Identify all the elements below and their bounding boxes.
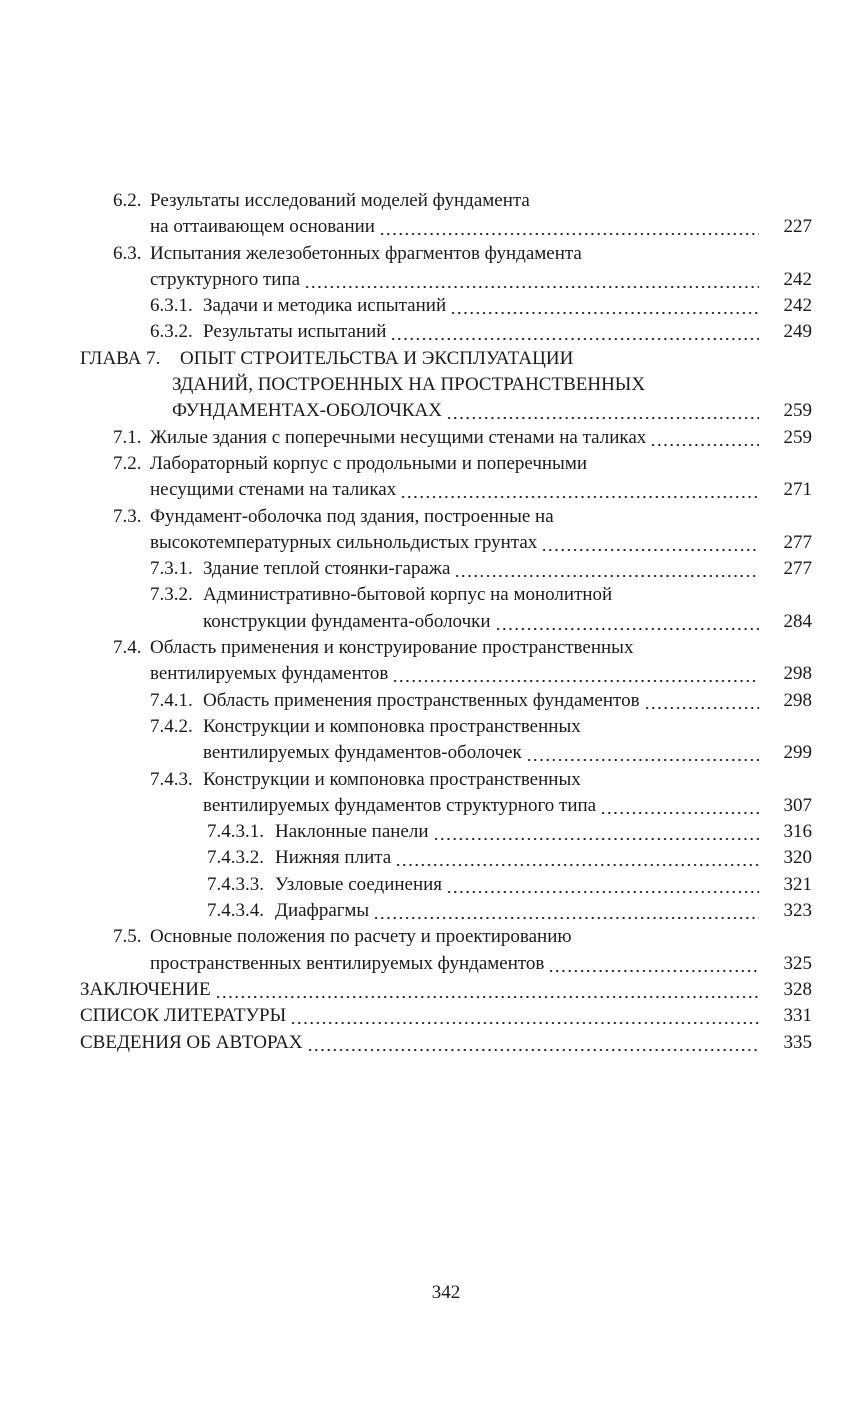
toc-line (0, 241, 865, 267)
entry-title: вентилируемых фундаментов (150, 663, 389, 685)
entry-number: 7.5. (113, 926, 142, 948)
toc-entry[interactable] (0, 872, 865, 898)
toc-line (0, 188, 865, 214)
toc-line (0, 293, 865, 319)
entry-title: высокотемпературных сильнольдистых грунтах (150, 531, 538, 553)
entry-title: несущими стенами на таликах (150, 479, 397, 501)
toc-line (0, 819, 865, 845)
entry-number: 6.3.1. (150, 295, 193, 317)
dot-leader (400, 477, 759, 503)
toc-line (0, 530, 865, 556)
entry-title: Конструкции и компоновка пространственных (203, 768, 581, 790)
entry-title: Область применения пространственных фундаментов (203, 689, 640, 711)
entry-title: Область применения и конструирование пространственных (150, 637, 634, 659)
toc-line (0, 1030, 865, 1056)
toc-line (0, 1003, 865, 1029)
toc-entry[interactable] (0, 582, 865, 635)
dot-leader (304, 267, 759, 293)
toc-line (0, 425, 865, 451)
entry-title: на оттаивающем основании (150, 216, 375, 238)
toc-entry[interactable] (0, 714, 865, 767)
toc-line (0, 688, 865, 714)
toc-line (0, 951, 865, 977)
entry-number: 6.3.2. (150, 321, 193, 343)
toc-line (0, 609, 865, 635)
toc-line (0, 346, 865, 372)
toc-entry[interactable] (0, 556, 865, 582)
entry-number: 7.1. (113, 426, 142, 448)
page-number: 342 (431, 1282, 461, 1303)
toc-entry[interactable] (0, 898, 865, 924)
entry-title: ЗДАНИЙ, ПОСТРОЕННЫХ НА ПРОСТРАНСТВЕННЫХ (172, 374, 646, 396)
entry-title: Административно-бытовой корпус на монолитной (203, 584, 613, 606)
entry-title: Нижняя плита (275, 847, 392, 869)
entry-number: 7.4.3. (150, 768, 193, 790)
dot-leader (541, 530, 759, 556)
dot-leader (446, 398, 759, 424)
toc-line (0, 267, 865, 293)
entry-page: 321 (783, 873, 812, 895)
entry-page: 320 (783, 847, 812, 869)
toc-line (0, 635, 865, 661)
entry-title: Конструкции и компоновка пространственных (203, 715, 581, 737)
dot-leader (395, 845, 759, 871)
entry-title: пространственных вентилируемых фундаментов (150, 952, 545, 974)
dot-leader (446, 872, 759, 898)
entry-title: Узловые соединения (275, 873, 443, 895)
toc-entry[interactable] (0, 241, 865, 294)
toc-line (0, 477, 865, 503)
entry-title: вентилируемых фундаментов структурного типа (203, 794, 597, 816)
entry-title: СПИСОК ЛИТЕРАТУРЫ (80, 1005, 287, 1027)
dot-leader (433, 819, 759, 845)
entry-title: Основные положения по расчету и проектированию (150, 926, 572, 948)
entry-page: 316 (783, 821, 812, 843)
toc-line (0, 767, 865, 793)
dot-leader (526, 740, 759, 766)
entry-title: ОПЫТ СТРОИТЕЛЬСТВА И ЭКСПЛУАТАЦИИ (180, 347, 574, 369)
toc-line (0, 924, 865, 950)
entry-page: 277 (783, 558, 812, 580)
toc-entry[interactable] (0, 1003, 865, 1029)
entry-number: 7.4.3.2. (207, 847, 264, 869)
toc-entry[interactable] (0, 1030, 865, 1056)
entry-page: 249 (783, 321, 812, 343)
toc-entry[interactable] (0, 188, 865, 241)
entry-number: 7.3. (113, 505, 142, 527)
entry-page: 298 (783, 663, 812, 685)
dot-leader (379, 214, 759, 240)
entry-number: 7.4.3.3. (207, 873, 264, 895)
entry-title: конструкции фундамента-оболочки (203, 610, 491, 632)
entry-number: 7.3.2. (150, 584, 193, 606)
entry-page: 259 (783, 426, 812, 448)
entry-title: структурного типа (150, 268, 301, 290)
entry-page: 298 (783, 689, 812, 711)
dot-leader (450, 293, 759, 319)
entry-title: Испытания железобетонных фрагментов фундамента (150, 242, 582, 264)
toc-entry[interactable] (0, 293, 865, 319)
entry-number: 7.4.3.4. (207, 900, 264, 922)
toc-entry[interactable] (0, 635, 865, 688)
dot-leader (373, 898, 759, 924)
entry-number: 6.3. (113, 242, 142, 264)
entry-page: 271 (783, 479, 812, 501)
entry-title: Здание теплой стоянки-гаража (203, 558, 451, 580)
toc-line (0, 451, 865, 477)
toc-entry[interactable] (0, 819, 865, 845)
toc-line (0, 977, 865, 1003)
toc-entry[interactable] (0, 767, 865, 820)
entry-page: 259 (783, 400, 812, 422)
entry-title: Наклонные панели (275, 821, 429, 843)
entry-page: 242 (783, 268, 812, 290)
entry-page: 242 (783, 295, 812, 317)
toc-entry[interactable] (0, 504, 865, 557)
entry-title: Диафрагмы (275, 900, 370, 922)
dot-leader (215, 977, 759, 1003)
entry-number: 7.2. (113, 452, 142, 474)
entry-number: 7.4.3.1. (207, 821, 264, 843)
table-of-contents (0, 188, 865, 1056)
entry-page: 277 (783, 531, 812, 553)
toc-line (0, 872, 865, 898)
dot-leader (548, 951, 759, 977)
entry-title: ФУНДАМЕНТАХ-ОБОЛОЧКАХ (172, 400, 442, 422)
dot-leader (600, 793, 759, 819)
toc-line (0, 398, 865, 424)
toc-entry[interactable] (0, 451, 865, 504)
toc-entry[interactable] (0, 346, 865, 425)
toc-line (0, 845, 865, 871)
entry-number: 6.2. (113, 190, 142, 211)
entry-title: Результаты исследований моделей фундамента (150, 190, 530, 211)
entry-number: 7.3.1. (150, 558, 193, 580)
entry-title: Лабораторный корпус с продольными и поперечными (150, 452, 588, 474)
toc-line (0, 214, 865, 240)
dot-leader (644, 688, 759, 714)
entry-number: 7.4.1. (150, 689, 193, 711)
entry-title: Результаты испытаний (203, 321, 387, 343)
toc-line (0, 898, 865, 924)
entry-title: СВЕДЕНИЯ ОБ АВТОРАХ (80, 1031, 303, 1053)
dot-leader (454, 556, 759, 582)
toc-line (0, 740, 865, 766)
toc-entry[interactable] (0, 688, 865, 714)
toc-line (0, 661, 865, 687)
toc-line (0, 372, 865, 398)
toc-line (0, 556, 865, 582)
toc-line (0, 319, 865, 345)
dot-leader (650, 425, 759, 451)
dot-leader (392, 661, 759, 687)
toc-entry[interactable] (0, 977, 865, 1003)
toc-line (0, 714, 865, 740)
dot-leader (307, 1030, 759, 1056)
entry-number: 7.4.2. (150, 715, 193, 737)
toc-entry[interactable] (0, 845, 865, 871)
toc-entry[interactable] (0, 319, 865, 345)
entry-title: Жилые здания с поперечными несущими стенами на таликах (150, 426, 647, 448)
entry-page: 227 (783, 216, 812, 238)
toc-line (0, 504, 865, 530)
entry-title: Задачи и методика испытаний (203, 295, 447, 317)
dot-leader (290, 1003, 759, 1029)
entry-page: 323 (783, 900, 812, 922)
entry-page: 299 (783, 742, 812, 764)
entry-number: ГЛАВА 7. (80, 347, 161, 369)
toc-line (0, 793, 865, 819)
entry-title: Фундамент-оболочка под здания, построенные на (150, 505, 554, 527)
entry-page: 335 (783, 1031, 812, 1053)
entry-page: 284 (783, 610, 812, 632)
entry-page: 307 (783, 794, 812, 816)
toc-entry[interactable] (0, 425, 865, 451)
entry-title: вентилируемых фундаментов-оболочек (203, 742, 522, 764)
dot-leader (390, 319, 759, 345)
entry-page: 331 (783, 1005, 812, 1027)
entry-page: 328 (783, 978, 812, 1000)
entry-page: 325 (783, 952, 812, 974)
dot-leader (495, 609, 759, 635)
toc-entry[interactable] (0, 924, 865, 977)
entry-number: 7.4. (113, 637, 142, 659)
toc-line (0, 582, 865, 608)
entry-title: ЗАКЛЮЧЕНИЕ (80, 978, 211, 1000)
